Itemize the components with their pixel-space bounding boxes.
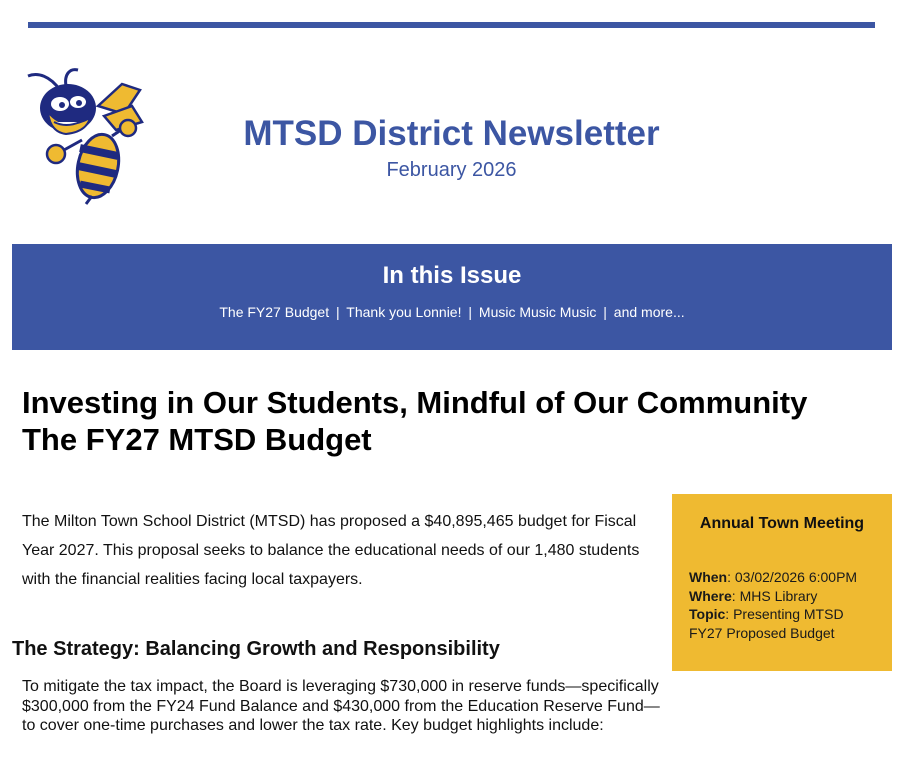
when-label: When [689,569,728,585]
when-value: 03/02/2026 6:00PM [734,569,858,585]
in-this-issue-banner [12,244,892,350]
issue-link-separator: | [603,304,607,320]
issue-link-fy27-budget[interactable]: The FY27 Budget [219,304,330,320]
newsletter-title: MTSD District Newsletter [243,114,660,153]
issue-link-separator: | [468,304,473,320]
town-meeting-title: Annual Town Meeting [699,515,865,532]
article-title-line-2: The FY27 MTSD Budget [22,422,372,457]
town-meeting-callout [672,494,892,671]
strategy-heading: The Strategy: Balancing Growth and Responsibility [12,638,500,660]
town-meeting-details [689,568,879,642]
issue-link-thank-you-lonnie[interactable]: Thank you Lonnie! [346,304,462,320]
topic-label: Topic [689,606,726,622]
town-meeting-topic: Topic: Presenting MTSD FY27 Proposed Budget [689,606,844,641]
issue-link-separator: | [336,304,340,320]
article-title [22,384,882,458]
town-meeting-where: Where: MHS Library [689,587,818,604]
header-divider [28,22,875,28]
where-label: Where [689,587,732,604]
where-value: MHS Library [739,587,818,604]
article-intro: The Milton Town School District (MTSD) has proposed a $40,895,465 budget for Fiscal Year 2027. This proposal seeks to balance the educational needs of our 1,480 students with the financial realities facing local taxpayers. [22,513,640,588]
in-this-issue-links [12,304,892,320]
newsletter-date: February 2026 [386,159,517,181]
article-title-line-1: Investing in Our Students, Mindful of Our Community [22,385,808,420]
topic-value: Presenting MTSD FY27 Proposed Budget [689,606,844,641]
issue-link-music[interactable]: Music Music Music [478,304,597,320]
strategy-body: To mitigate the tax impact, the Board is leveraging $730,000 in reserve funds—specifically $300,000 from the FY24 Fund Balance and $430,000 from the Education Reserve Fund—to cover one-time purchases and lower the tax rate. Key budget highlights include: [22,678,660,734]
in-this-issue-heading: In this Issue [382,262,522,289]
issue-link-more[interactable]: and more... [613,304,685,320]
town-meeting-when: When: 03/02/2026 6:00PM [689,569,858,585]
